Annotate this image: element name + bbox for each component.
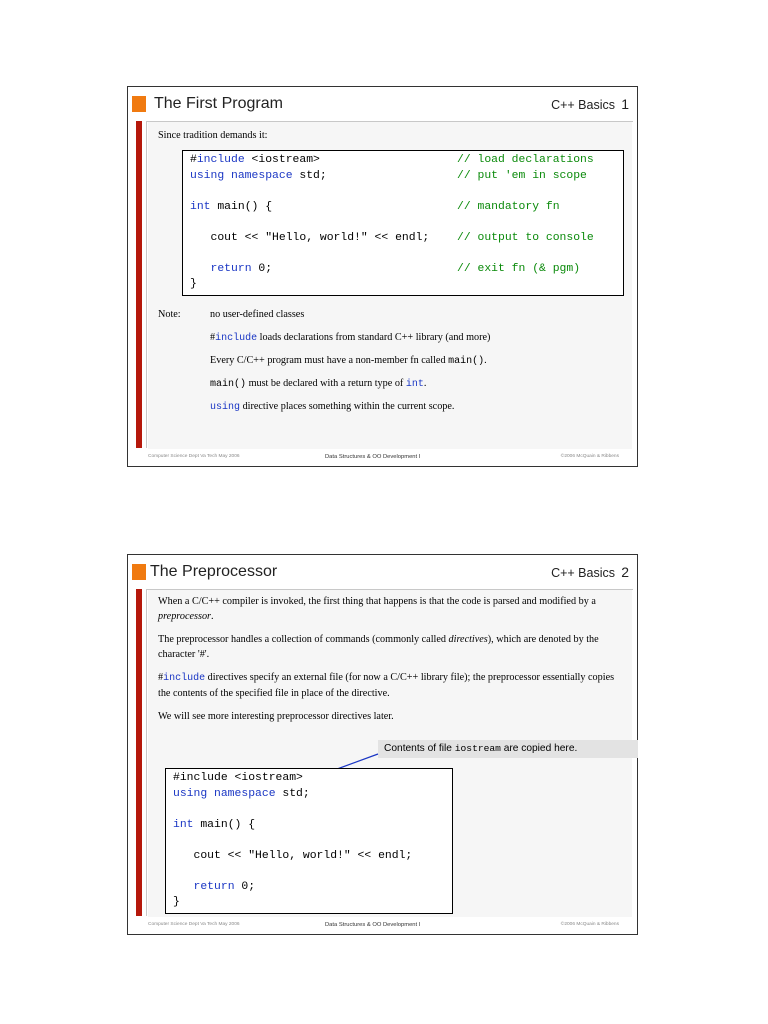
side-accent-bar — [136, 589, 142, 916]
content-divider-vertical — [146, 121, 147, 448]
text-run: are copied here. — [500, 743, 578, 754]
text-run: } — [190, 278, 197, 290]
text-run: include — [163, 673, 206, 684]
text-run — [173, 881, 194, 893]
code-block — [165, 768, 453, 914]
note-item — [210, 332, 490, 344]
text-run: . — [211, 611, 214, 622]
footer-left: Computer Science Dept Va Tech May 2006 — [148, 454, 240, 459]
text-run: main() { — [193, 818, 256, 831]
text-run: using namespace — [173, 787, 276, 800]
slide-2 — [127, 554, 638, 935]
slide-topic: C++ Basics — [551, 98, 615, 112]
code-line — [190, 154, 320, 166]
text-run: . — [484, 355, 487, 366]
note-item — [210, 309, 304, 320]
slide-title: The First Program — [154, 95, 283, 112]
code-line — [190, 170, 327, 182]
text-run: int — [405, 379, 424, 390]
text-run: include — [215, 333, 258, 344]
footer-middle: Data Structures & OO Development I — [325, 454, 421, 460]
text-run: directives — [448, 634, 488, 645]
code-comment: // mandatory fn — [457, 200, 560, 213]
code-block — [182, 150, 624, 296]
code-line — [173, 788, 310, 800]
footer-right: ©2006 McQuain & Ribbens — [560, 922, 619, 927]
text-run: Every C/C++ program must have a non-member fn called — [210, 355, 449, 366]
slide-content — [148, 122, 632, 449]
code-line — [190, 201, 272, 213]
code-comment: // put 'em in scope — [457, 169, 587, 182]
text-run: main() — [210, 379, 247, 390]
code-line — [173, 881, 255, 893]
text-run: include — [196, 154, 245, 166]
text-run: } — [173, 896, 180, 908]
text-run: 0; — [251, 262, 273, 275]
slide-footer — [128, 920, 637, 934]
text-run: # — [210, 332, 216, 343]
slide-number: 2 — [621, 564, 629, 580]
code-line — [190, 232, 429, 244]
text-run: must be declared with a return type of — [246, 378, 406, 389]
text-run: iostream — [454, 743, 501, 754]
note-item — [210, 378, 426, 390]
content-divider-vertical — [146, 589, 147, 916]
slide-number: 1 — [621, 96, 629, 112]
text-run: using namespace — [190, 169, 293, 182]
code-line — [173, 850, 412, 862]
text-run: Contents of file — [384, 743, 455, 754]
text-run: std; — [275, 787, 310, 800]
code-comment: // exit fn (& pgm) — [457, 262, 581, 275]
text-run: std; — [292, 169, 327, 182]
code-line — [173, 896, 180, 908]
code-comment: // output to console — [457, 231, 594, 244]
text-run: 0; — [234, 880, 256, 893]
code-line — [190, 263, 272, 275]
text-run: We will see more interesting preprocessor directives later. — [158, 711, 394, 722]
footer-middle: Data Structures & OO Development I — [325, 922, 421, 928]
text-run: int — [173, 818, 194, 831]
code-line — [173, 819, 255, 831]
side-accent-bar — [136, 121, 142, 448]
text-run: cout << "Hello, world!" << endl; — [190, 231, 430, 244]
text-run: using — [210, 402, 241, 413]
note-item — [210, 355, 487, 367]
slide-1 — [127, 86, 638, 467]
text-run: preprocessor — [158, 611, 212, 622]
slide-footer — [128, 452, 637, 466]
text-run: main() { — [210, 200, 273, 213]
slide-content — [148, 590, 632, 917]
note-item — [210, 401, 454, 413]
footer-right: ©2006 McQuain & Ribbens — [560, 454, 619, 459]
text-run: cout << "Hello, world!" << endl; — [173, 849, 413, 862]
slide-header — [128, 555, 637, 589]
text-run: . — [423, 378, 427, 389]
slide-topic: C++ Basics — [551, 566, 615, 580]
title-marker-icon — [132, 96, 146, 112]
code-comment: // load declarations — [457, 154, 594, 166]
intro-text: Since tradition demands it: — [158, 130, 268, 141]
text-run: The preprocessor handles a collection of commands (commonly called — [158, 634, 449, 645]
text-run: directives specify an external file (for now a C/C++ library file); the preprocessor essentially copies the contents of the specified file in place of the directive. — [158, 672, 615, 699]
footer-left: Computer Science Dept Va Tech May 2006 — [148, 922, 240, 927]
text-run: return — [210, 262, 252, 275]
text-run: <iostream> — [244, 154, 320, 166]
title-marker-icon — [132, 564, 146, 580]
text-run: ), which are denoted by the character '#'. — [158, 634, 599, 660]
slide-title: The Preprocessor — [150, 563, 278, 580]
text-run: loads declarations from standard C++ library (and more) — [257, 332, 491, 343]
text-run: # — [158, 672, 164, 683]
note-label: Note: — [158, 309, 181, 320]
slide-header — [128, 87, 637, 121]
text-run: int — [190, 200, 211, 213]
text-run — [190, 263, 211, 275]
code-line — [190, 278, 197, 290]
text-run: no user-defined classes — [210, 309, 305, 320]
text-run: return — [193, 880, 235, 893]
text-run: main() — [448, 356, 485, 367]
text-run: # — [190, 154, 197, 166]
code-line — [173, 772, 303, 784]
text-run: #include <iostream> — [173, 772, 303, 784]
text-run: When a C/C++ compiler is invoked, the first thing that happens is that the code is parsed and modified by a — [158, 596, 596, 607]
text-run: directive places something within the current scope. — [240, 401, 455, 412]
